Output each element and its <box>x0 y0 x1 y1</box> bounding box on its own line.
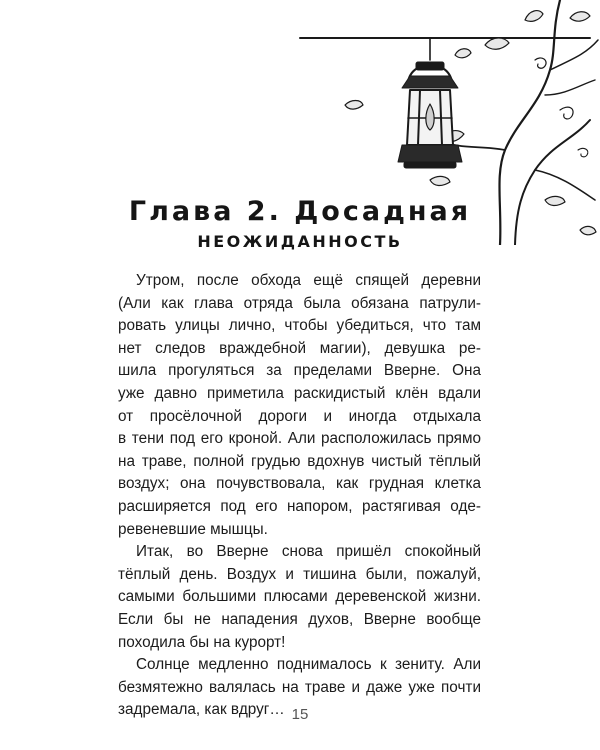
text-line: ревеневшие мышцы. <box>118 520 268 538</box>
text-line: Итак, во Вверне снова пришёл спокойный <box>136 543 481 561</box>
text-line: ровать улицы лично, чтобы убедиться, что там <box>118 317 481 335</box>
text-line: в тени под его кроной. Али расположилась прямо <box>118 430 481 448</box>
text-line: тёплый день. Воздух и тишина были, пожалуй, <box>118 565 481 583</box>
chapter-subtitle: НЕОЖИДАННОСТЬ <box>197 232 403 251</box>
text-line: задремала, как вдруг… <box>118 701 285 719</box>
chapter-body-text <box>118 270 481 722</box>
text-line: безмятежно валялась на траве и даже уже почти <box>118 678 481 696</box>
text-line: воздух; она почувствовала, как грудная клетка <box>118 475 481 493</box>
text-line: (Али как глава отряда была обязана патрули- <box>118 294 481 312</box>
text-line: самыми большими плюсами деревенской жизни. <box>118 588 481 606</box>
chapter-title: Глава 2. Досадная <box>128 196 472 227</box>
text-line: от просёлочной дороги и иногда отдыхала <box>118 407 481 425</box>
text-line: на траве, полной грудью вдохнув чистый тёплый <box>118 452 481 470</box>
text-line: нет следов враждебной магии), девушка ре- <box>118 339 481 357</box>
text-line: походила бы на курорт! <box>118 633 286 651</box>
page-number: 15 <box>291 706 309 723</box>
text-line: расширяется под его напором, растягивая оде- <box>118 497 481 515</box>
text-line: Утром, после обхода ещё спящей деревни <box>136 272 481 289</box>
text-line: Солнце медленно поднималось к зениту. Али <box>136 656 481 674</box>
text-line: Если бы не нападения духов, Вверне вообще <box>118 610 481 628</box>
text-line: уже давно приметила раскидистый клён вдали <box>118 384 481 402</box>
text-line: шила прогуляться за пределами Вверне. Она <box>118 362 481 380</box>
